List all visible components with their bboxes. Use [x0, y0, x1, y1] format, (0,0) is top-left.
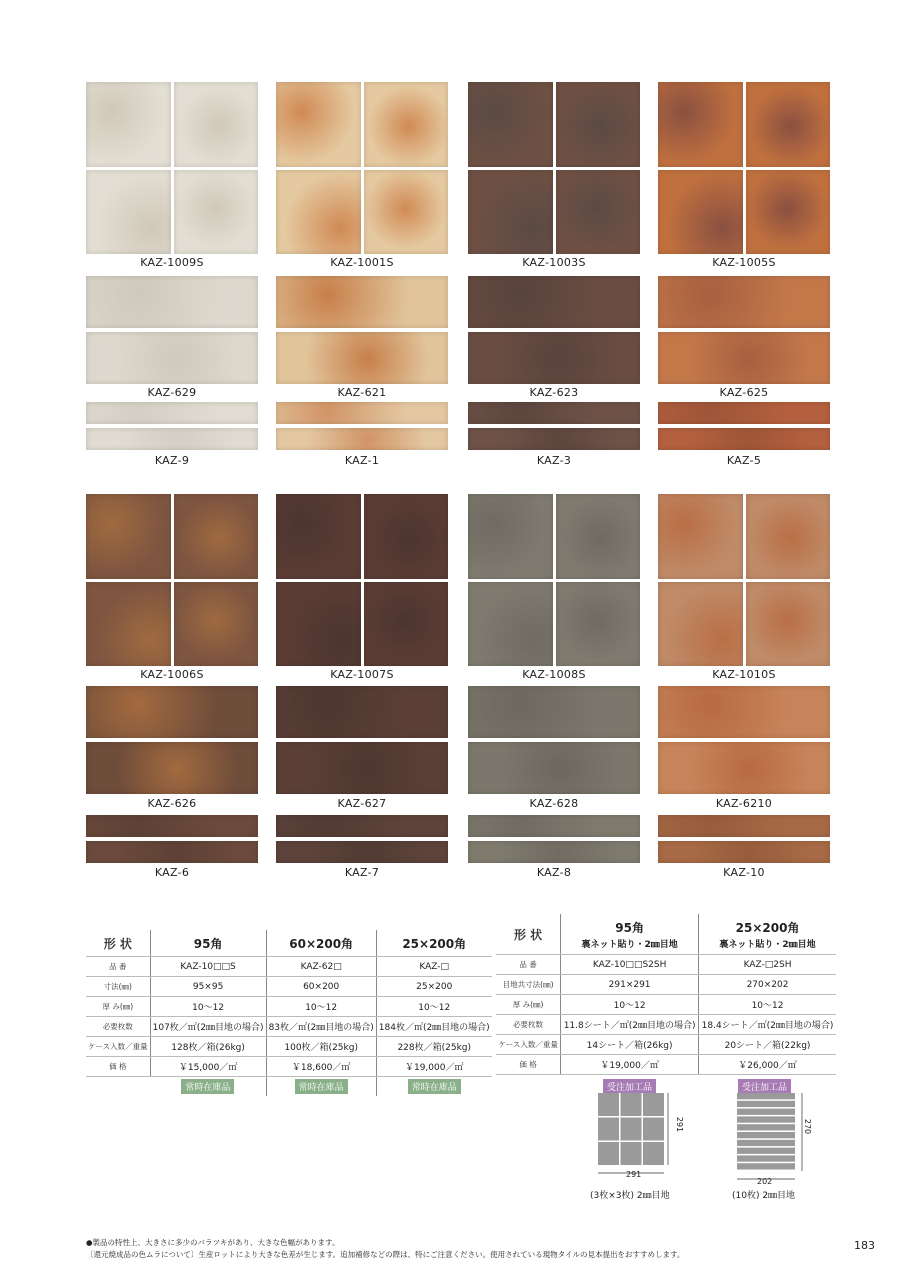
- swatch-label: KAZ-1006S: [140, 668, 204, 681]
- t1-code-2: KAZ-□: [376, 957, 491, 977]
- tile-swatch: [468, 815, 640, 863]
- t1-case-0: 128枚／箱(26kg): [150, 1037, 266, 1057]
- t1-price-1: ￥18,600／㎡: [266, 1057, 376, 1077]
- t1-need-2: 184枚／㎡(2㎜目地の場合): [376, 1017, 491, 1037]
- swatch-label: KAZ-625: [719, 386, 769, 399]
- swatch-label: KAZ-1008S: [522, 668, 586, 681]
- t1-code-0: KAZ-10□□S: [150, 957, 266, 977]
- t1-need-1: 83枚／㎡(2㎜目地の場合): [266, 1017, 376, 1037]
- tile-swatch: [276, 494, 448, 666]
- tile-swatch: [468, 494, 640, 666]
- t1-thick-0: 10～12: [150, 997, 266, 1017]
- dimension-lines-95: [592, 1093, 685, 1175]
- swatch-label: KAZ-9: [154, 454, 190, 467]
- tile-swatch: [468, 686, 640, 794]
- swatch-label: KAZ-1010S: [712, 668, 776, 681]
- t1-price-0: ￥15,000／㎡: [150, 1057, 266, 1077]
- t1-size-1: 60×200: [266, 977, 376, 997]
- label-size: 目地共寸法(㎜): [496, 975, 561, 995]
- t1-thick-2: 10～12: [376, 997, 491, 1017]
- tile-swatch: [86, 82, 258, 254]
- t1-thick-1: 10～12: [266, 997, 376, 1017]
- tile-swatch: [468, 402, 640, 450]
- label-thick: 厚 み(㎜): [86, 997, 150, 1017]
- tile-swatch: [658, 276, 830, 384]
- swatch-label: KAZ-6: [154, 866, 190, 879]
- swatch-label: KAZ-1005S: [712, 256, 776, 269]
- t2-shape-1: 25×200角 裏ネット貼り・2㎜目地: [699, 914, 836, 955]
- tile-swatch: [86, 686, 258, 794]
- swatch-label: KAZ-1003S: [522, 256, 586, 269]
- tile-swatch: [276, 82, 448, 254]
- label-size: 寸法(㎜): [86, 977, 150, 997]
- swatch-label: KAZ-1009S: [140, 256, 204, 269]
- tile-swatch: [276, 402, 448, 450]
- label-shape: 形 状: [86, 930, 150, 957]
- label-price: 価 格: [496, 1055, 561, 1075]
- tile-swatch: [468, 276, 640, 384]
- t1-code-1: KAZ-62□: [266, 957, 376, 977]
- swatch-label: KAZ-1: [344, 454, 380, 467]
- t2-price-0: ￥19,000／㎡: [561, 1055, 699, 1075]
- swatch-label: KAZ-7: [344, 866, 380, 879]
- spec-table-sheet: [496, 914, 836, 1075]
- tile-swatch: [276, 686, 448, 794]
- label-need: 必要枚数: [86, 1017, 150, 1037]
- t2-need-1: 18.4シート／㎡(2㎜目地の場合): [699, 1015, 836, 1035]
- t2-case-1: 20シート／箱(22kg): [699, 1035, 836, 1055]
- t2-code-0: KAZ-10□□S2SH: [561, 955, 699, 975]
- t2-size-0: 291×291: [561, 975, 699, 995]
- swatch-label: KAZ-626: [147, 797, 197, 810]
- tile-swatch: [468, 82, 640, 254]
- label-case: ケース入数／重量: [86, 1037, 150, 1057]
- spec-table-loose: [86, 930, 492, 1096]
- t2-size-1: 270×202: [699, 975, 836, 995]
- tile-swatch: [658, 686, 830, 794]
- dim-height-95: 291: [675, 1116, 685, 1133]
- swatch-label: KAZ-8: [536, 866, 572, 879]
- dim-width-95: 291: [626, 1170, 642, 1179]
- t2-thick-0: 10～12: [561, 995, 699, 1015]
- swatch-label: KAZ-10: [723, 866, 765, 879]
- t1-shape-2: 25×200角: [376, 930, 491, 957]
- t2-code-1: KAZ-□2SH: [699, 955, 836, 975]
- t2-shape-0: 95角 裏ネット貼り・2㎜目地: [561, 914, 699, 955]
- swatch-label: KAZ-5: [726, 454, 762, 467]
- swatch-label: KAZ-3: [536, 454, 572, 467]
- tile-swatch: [276, 815, 448, 863]
- page-number: 183: [854, 1239, 875, 1252]
- swatch-label: KAZ-621: [337, 386, 387, 399]
- tile-swatch: [86, 402, 258, 450]
- swatch-label: KAZ-628: [529, 797, 579, 810]
- tile-swatch: [658, 815, 830, 863]
- t1-case-2: 228枚／箱(25kg): [376, 1037, 491, 1057]
- sheet-note-95: (3枚×3枚) 2㎜目地: [590, 1191, 670, 1201]
- stock-badge: 常時在庫品: [295, 1079, 348, 1094]
- t1-shape-0: 95角: [150, 930, 266, 957]
- dimension-lines-25x200: [732, 1093, 812, 1183]
- order-badge: 受注加工品: [738, 1075, 791, 1094]
- label-code: 品 番: [86, 957, 150, 977]
- label-shape: 形 状: [496, 914, 561, 955]
- swatch-label: KAZ-627: [337, 797, 387, 810]
- swatch-label: KAZ-623: [529, 386, 579, 399]
- swatch-label: KAZ-1007S: [330, 668, 394, 681]
- t2-case-0: 14シート／箱(26kg): [561, 1035, 699, 1055]
- t1-need-0: 107枚／㎡(2㎜目地の場合): [150, 1017, 266, 1037]
- label-thick: 厚 み(㎜): [496, 995, 561, 1015]
- t2-thick-1: 10～12: [699, 995, 836, 1015]
- sheet-note-25x200: (10枚) 2㎜目地: [732, 1191, 796, 1201]
- label-code: 品 番: [496, 955, 561, 975]
- tile-swatch: [658, 82, 830, 254]
- tile-swatch: [86, 815, 258, 863]
- footnote-2: 〔還元焼成品の色ムラについて〕生産ロットにより大きな色差が生じます。追加補修などの際は、特にご注意ください。使用されている現物タイルの見本提出をおすすめします。: [86, 1250, 685, 1259]
- tile-swatch: [276, 276, 448, 384]
- tile-swatch: [86, 494, 258, 666]
- swatch-label: KAZ-6210: [715, 797, 773, 810]
- label-price: 価 格: [86, 1057, 150, 1077]
- label-need: 必要枚数: [496, 1015, 561, 1035]
- swatch-label: KAZ-1001S: [330, 256, 394, 269]
- stock-badge: 常時在庫品: [408, 1079, 461, 1094]
- dim-width-25x200: 202: [757, 1177, 773, 1186]
- stock-badge: 常時在庫品: [181, 1079, 234, 1094]
- t1-size-0: 95×95: [150, 977, 266, 997]
- order-badge: 受注加工品: [603, 1075, 656, 1094]
- swatch-label: KAZ-629: [147, 386, 197, 399]
- t1-price-2: ￥19,000／㎡: [376, 1057, 491, 1077]
- tile-swatch: [658, 402, 830, 450]
- tile-swatch: [658, 494, 830, 666]
- t1-shape-1: 60×200角: [266, 930, 376, 957]
- t2-price-1: ￥26,000／㎡: [699, 1055, 836, 1075]
- dim-height-25x200: 270: [803, 1118, 813, 1135]
- tile-swatch: [86, 276, 258, 384]
- t2-need-0: 11.8シート／㎡(2㎜目地の場合): [561, 1015, 699, 1035]
- label-case: ケース入数／重量: [496, 1035, 561, 1055]
- footnote-1: ●製品の特性上、大きさに多少のバラツキがあり、大きな色幅があります。: [86, 1238, 340, 1247]
- t1-size-2: 25×200: [376, 977, 491, 997]
- t1-case-1: 100枚／箱(25kg): [266, 1037, 376, 1057]
